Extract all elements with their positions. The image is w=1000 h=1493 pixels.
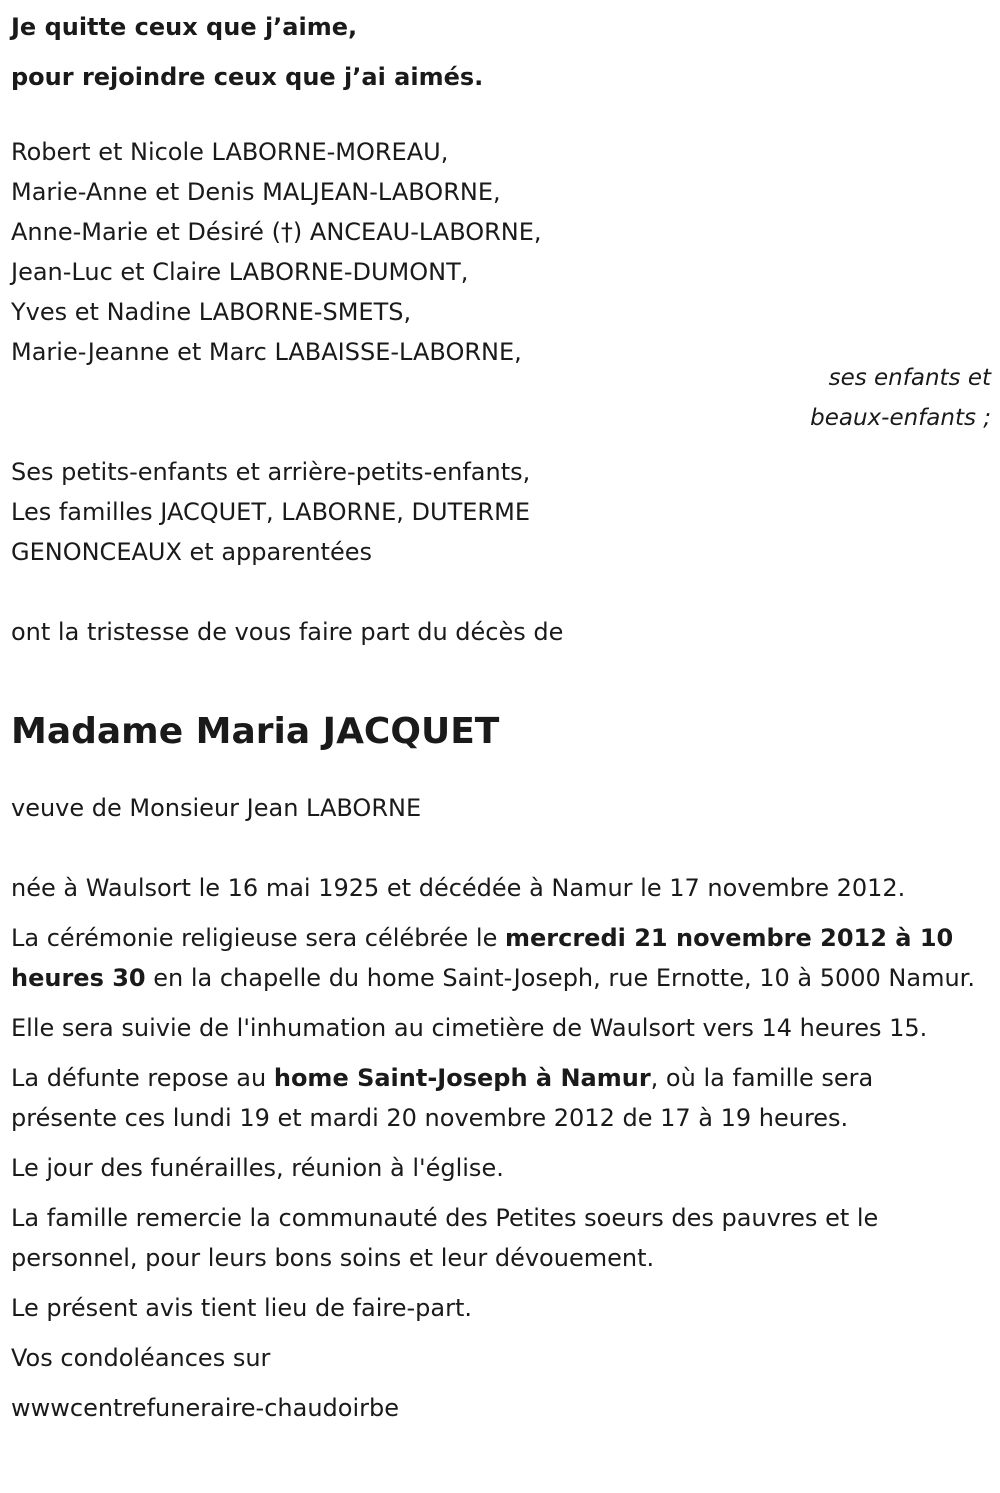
child-line: Marie-Anne et Denis MALJEAN-LABORNE, — [11, 178, 501, 206]
ceremony-datetime: mercredi 21 novembre 2012 à 10 heures 30 — [11, 924, 954, 992]
others-line: Ses petits-enfants et arrière-petits-enfants, — [11, 458, 531, 486]
funeral-day: Le jour des funérailles, réunion à l'église. — [11, 1154, 504, 1182]
child-line: Jean-Luc et Claire LABORNE-DUMONT, — [11, 258, 469, 286]
child-line: Robert et Nicole LABORNE-MOREAU, — [11, 138, 449, 166]
birth-death: née à Waulsort le 16 mai 1925 et décédée à Namur le 17 novembre 2012. — [11, 874, 906, 902]
child-line: Yves et Nadine LABORNE-SMETS, — [11, 298, 412, 326]
ceremony-suffix: en la chapelle du home Saint-Joseph, rue Ernotte, 10 à 5000 Namur. — [145, 964, 975, 992]
others-line: GENONCEAUX et apparentées — [11, 538, 372, 566]
condolences-label: Vos condoléances sur — [11, 1344, 271, 1372]
condolences-website[interactable]: wwwcentrefuneraire-chaudoirbe — [11, 1394, 399, 1422]
announcement: ont la tristesse de vous faire part du décès de — [11, 618, 564, 646]
quote-line-1: Je quitte ceux que j’aime, — [11, 13, 358, 41]
thanks-paragraph: La famille remercie la communauté des Petites soeurs des pauvres et le personnel, pour leurs bons soins et leur dévouement. — [11, 1204, 879, 1272]
others-line: Les familles JACQUET, LABORNE, DUTERME — [11, 498, 530, 526]
death-notice — [11, 0, 991, 1428]
repose-suffix: , où la famille sera présente ces lundi 19 et mardi 20 novembre 2012 de 17 à 19 heures. — [11, 1064, 874, 1132]
child-line: Anne-Marie et Désiré (†) ANCEAU-LABORNE, — [11, 218, 542, 246]
children-list — [11, 132, 991, 372]
notice-paragraph: Le présent avis tient lieu de faire-part. — [11, 1294, 473, 1322]
repose-paragraph — [11, 1058, 986, 1138]
deceased-name: Madame Maria JACQUET — [11, 711, 500, 752]
child-line: Marie-Jeanne et Marc LABAISSE-LABORNE, — [11, 338, 522, 366]
repose-prefix: La défunte repose au — [11, 1064, 274, 1092]
widow-of: veuve de Monsieur Jean LABORNE — [11, 794, 422, 822]
quote-line-2: pour rejoindre ceux que j’ai aimés. — [11, 63, 484, 91]
ceremony-prefix: La cérémonie religieuse sera célébrée le — [11, 924, 505, 952]
ceremony-paragraph — [11, 918, 986, 998]
role-line-1: ses enfants et — [828, 365, 991, 391]
burial-paragraph: Elle sera suivie de l'inhumation au cimetière de Waulsort vers 14 heures 15. — [11, 1014, 928, 1042]
role-line-2: beaux-enfants ; — [810, 405, 991, 431]
children-role — [810, 358, 991, 438]
others-list — [11, 452, 991, 572]
repose-location: home Saint-Joseph à Namur — [273, 1064, 651, 1092]
